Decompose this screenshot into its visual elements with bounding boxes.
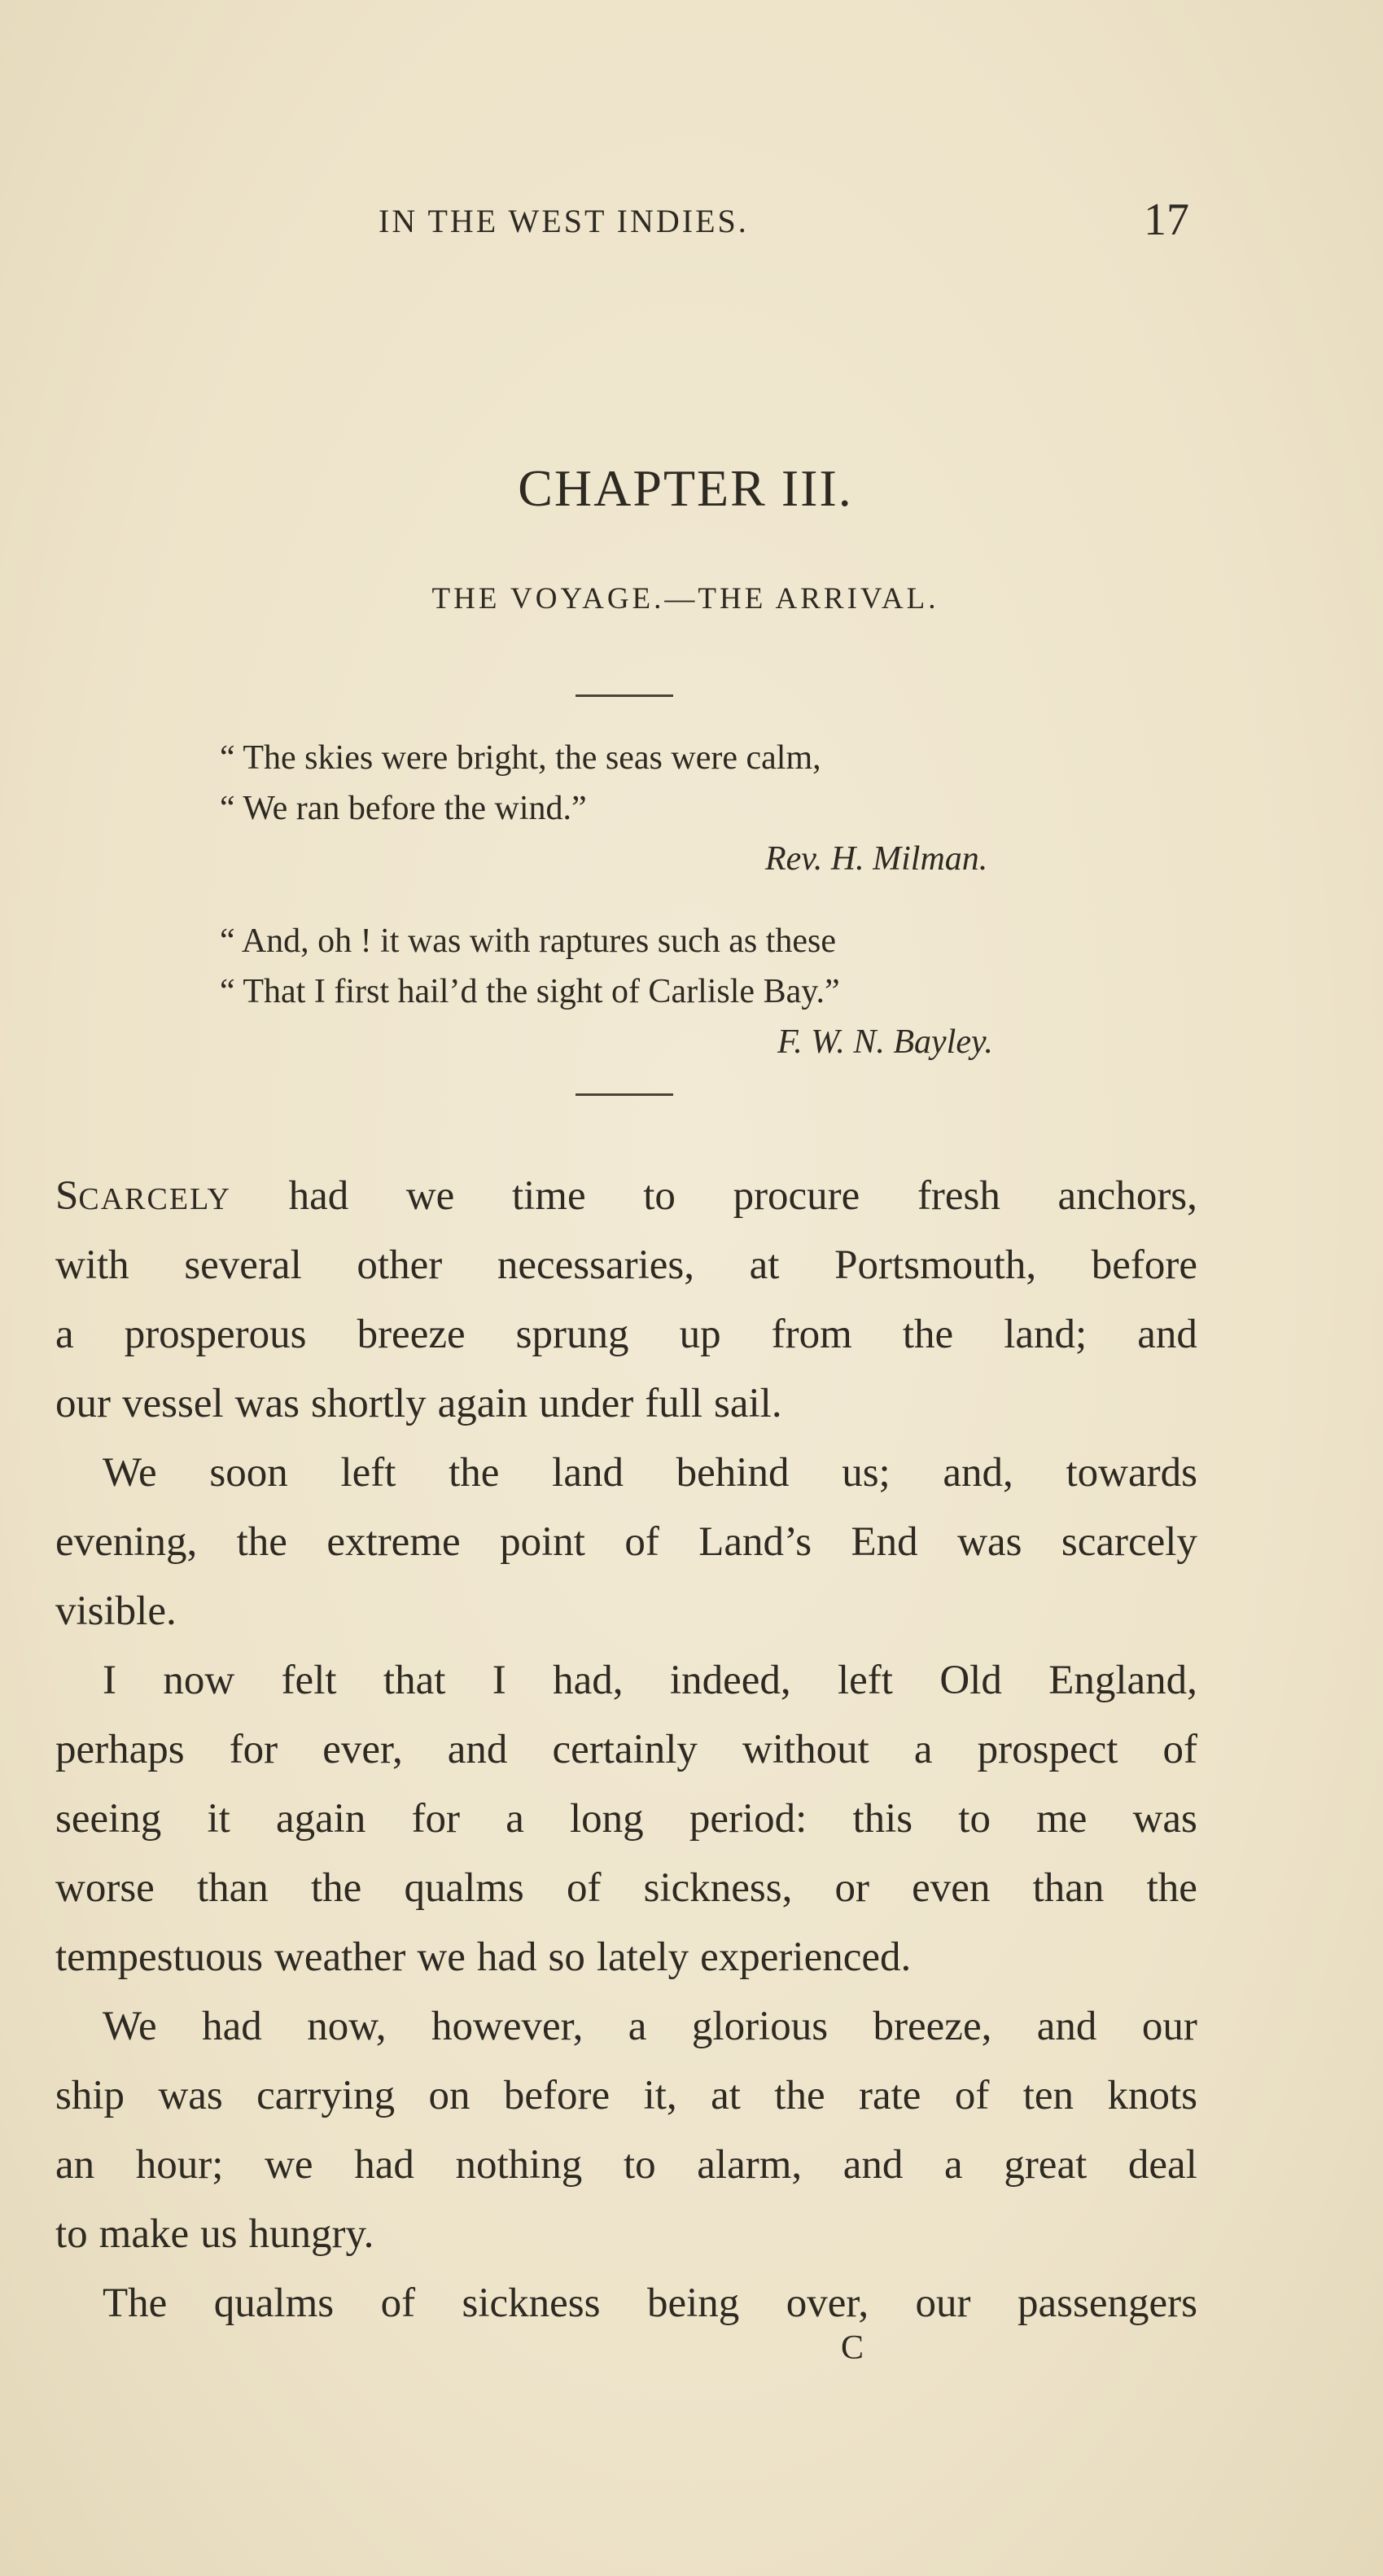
word: passengers	[1018, 2280, 1197, 2326]
word: than	[1032, 1865, 1105, 1911]
word: make	[98, 2211, 190, 2257]
word: our	[55, 1381, 111, 1426]
body-line	[55, 1508, 1197, 1577]
word: of	[954, 2073, 990, 2118]
word: behind	[676, 1450, 790, 1496]
word: a	[944, 2142, 963, 2188]
word: vessel	[121, 1381, 224, 1426]
word: under	[539, 1381, 634, 1426]
word: a	[505, 1796, 524, 1842]
word: the	[774, 2073, 825, 2118]
word: was	[1132, 1796, 1197, 1842]
word: the	[1146, 1865, 1197, 1911]
word: was	[234, 1381, 300, 1426]
chapter-subtitle: THE VOYAGE.—THE ARRIVAL.	[431, 582, 939, 616]
word: experienced.	[700, 1934, 912, 1980]
running-title: IN THE WEST INDIES.	[379, 203, 749, 239]
word: with	[55, 1242, 129, 1288]
word: left	[340, 1450, 396, 1496]
body-text	[55, 1162, 1197, 2338]
word: our	[1141, 2004, 1197, 2049]
epigraph-1	[220, 733, 1131, 884]
word: prosperous	[124, 1312, 307, 1357]
word: than	[196, 1865, 269, 1911]
word: visible.	[55, 1588, 177, 1634]
word: and	[447, 1727, 508, 1772]
word: worse	[55, 1865, 155, 1911]
word: breeze,	[873, 2004, 992, 2049]
word: point	[500, 1519, 585, 1565]
word: glorious	[691, 2004, 829, 2049]
word: over,	[786, 2280, 869, 2326]
body-line	[55, 1785, 1197, 1854]
word: a	[628, 2004, 647, 2049]
word: the	[310, 1865, 362, 1911]
word: an	[55, 2142, 95, 2188]
body-line	[55, 1162, 1197, 1231]
word: indeed,	[669, 1658, 791, 1703]
word: scarcely	[1061, 1519, 1197, 1565]
word: had	[288, 1173, 349, 1219]
body-line	[55, 1577, 1197, 1646]
word: weather	[274, 1934, 406, 1980]
word: so	[548, 1934, 585, 1980]
word: time	[511, 1173, 586, 1219]
word: ship	[55, 2073, 125, 2118]
body-line	[55, 2200, 1197, 2269]
word: for	[411, 1796, 461, 1842]
word: we	[405, 1173, 455, 1219]
word: of	[1162, 1727, 1197, 1772]
word: alarm,	[697, 2142, 803, 2188]
word: certainly	[552, 1727, 698, 1772]
epigraph-2	[220, 916, 1131, 1067]
word: qualms	[213, 2280, 335, 2326]
word: or	[834, 1865, 869, 1911]
word: England,	[1048, 1658, 1197, 1703]
word: up	[679, 1312, 721, 1357]
word: ten	[1022, 2073, 1074, 2118]
word: this	[852, 1796, 913, 1842]
body-line	[55, 2061, 1197, 2131]
word: that	[383, 1658, 446, 1703]
epigraph-attribution: F. W. N. Bayley.	[777, 1023, 993, 1061]
epigraph-attribution: Rev. H. Milman.	[765, 840, 988, 878]
word: had	[354, 2142, 414, 2188]
word: hungry.	[248, 2211, 374, 2257]
word: sail.	[714, 1381, 782, 1426]
divider-rule-top	[576, 694, 673, 697]
epigraph-line: “ That I first hail’d the sight of Carlisle Bay.”	[220, 973, 840, 1010]
word: on	[428, 2073, 470, 2118]
word: period:	[689, 1796, 807, 1842]
word: at	[749, 1242, 780, 1288]
word: and	[1036, 2004, 1097, 2049]
word: again	[275, 1796, 366, 1842]
word: hour;	[135, 2142, 224, 2188]
word: and,	[943, 1450, 1013, 1496]
word: it	[207, 1796, 230, 1842]
word: Old	[939, 1658, 1002, 1703]
word: We	[103, 2004, 157, 2049]
word: being	[646, 2280, 740, 2326]
word: tempestuous	[55, 1934, 263, 1980]
body-line	[55, 1231, 1197, 1300]
word: necessaries,	[497, 1242, 694, 1288]
word: rate	[859, 2073, 921, 2118]
word: of	[566, 1865, 602, 1911]
word: we	[417, 1934, 466, 1980]
small-caps-opening-word: SCARCELY	[55, 1173, 231, 1219]
word: even	[912, 1865, 991, 1911]
body-line	[55, 1439, 1197, 1508]
chapter-title: CHAPTER III.	[518, 459, 853, 517]
word: me	[1036, 1796, 1088, 1842]
word: breeze	[357, 1312, 466, 1357]
word: and	[842, 2142, 904, 2188]
word: to	[958, 1796, 991, 1842]
word: perhaps	[55, 1727, 185, 1772]
word: the	[449, 1450, 500, 1496]
word: we	[265, 2142, 313, 2188]
epigraph-line: “ We ran before the wind.”	[220, 790, 587, 827]
word: seeing	[55, 1796, 162, 1842]
word: anchors,	[1057, 1173, 1197, 1219]
word: to	[623, 2142, 656, 2188]
word: of	[380, 2280, 416, 2326]
word: before	[503, 2073, 611, 2118]
epigraph-line: “ The skies were bright, the seas were calm,	[220, 739, 821, 777]
epigraph-line: “ And, oh ! it was with raptures such as these	[220, 922, 837, 960]
word: had	[202, 2004, 262, 2049]
word: felt	[281, 1658, 337, 1703]
page-number: 17	[1144, 195, 1189, 245]
word: the	[902, 1312, 954, 1357]
word: however,	[431, 2004, 584, 2049]
word: had,	[553, 1658, 624, 1703]
word: procure	[733, 1173, 860, 1219]
word: was	[158, 2073, 223, 2118]
word: extreme	[326, 1519, 461, 1565]
word: for	[229, 1727, 278, 1772]
word: nothing	[455, 2142, 583, 2188]
word: several	[184, 1242, 302, 1288]
signature-mark: C	[841, 2329, 864, 2367]
word: a	[55, 1312, 74, 1357]
word: carrying	[256, 2073, 396, 2118]
word: without	[742, 1727, 869, 1772]
word: soon	[209, 1450, 288, 1496]
word: now	[163, 1658, 235, 1703]
word: other	[357, 1242, 443, 1288]
word: long	[569, 1796, 644, 1842]
word: qualms	[404, 1865, 524, 1911]
word: sickness	[462, 2280, 601, 2326]
word: The	[103, 2280, 168, 2326]
word: was	[957, 1519, 1022, 1565]
word: Land’s	[698, 1519, 812, 1565]
word: I	[103, 1658, 116, 1703]
word: now,	[307, 2004, 387, 2049]
running-head	[0, 194, 1383, 251]
word: great	[1004, 2142, 1088, 2188]
body-line	[55, 1369, 1197, 1439]
body-line	[55, 1854, 1197, 1923]
body-line	[55, 2131, 1197, 2200]
word: End	[851, 1519, 918, 1565]
word: left	[837, 1658, 893, 1703]
body-line	[55, 1923, 1197, 1992]
word: ever,	[322, 1727, 403, 1772]
word: at	[711, 2073, 741, 2118]
word: knots	[1107, 2073, 1197, 2118]
word: before	[1091, 1242, 1197, 1288]
word: deal	[1127, 2142, 1197, 2188]
word: and	[1137, 1312, 1197, 1357]
word: to	[643, 1173, 676, 1219]
word: from	[771, 1312, 852, 1357]
word: sprung	[515, 1312, 629, 1357]
word: of	[624, 1519, 659, 1565]
word: the	[236, 1519, 287, 1565]
word: our	[915, 2280, 971, 2326]
word: again	[437, 1381, 528, 1426]
word: us	[200, 2211, 238, 2257]
word: full	[645, 1381, 703, 1426]
word: a	[913, 1727, 933, 1772]
word: to	[55, 2211, 88, 2257]
word: it,	[643, 2073, 677, 2118]
word: towards	[1066, 1450, 1197, 1496]
word: lately	[596, 1934, 689, 1980]
word: prospect	[977, 1727, 1118, 1772]
body-line	[55, 1992, 1197, 2061]
word: us;	[842, 1450, 891, 1496]
word: had	[476, 1934, 537, 1980]
divider-rule-bottom	[576, 1093, 673, 1096]
word: We	[103, 1450, 157, 1496]
word: evening,	[55, 1519, 198, 1565]
body-line	[55, 1300, 1197, 1369]
body-line	[55, 1715, 1197, 1785]
word: land;	[1004, 1312, 1088, 1357]
body-line	[55, 1646, 1197, 1715]
word: land	[552, 1450, 624, 1496]
body-line	[55, 2269, 1197, 2338]
word: sickness,	[643, 1865, 793, 1911]
word: Portsmouth,	[834, 1242, 1037, 1288]
word: fresh	[917, 1173, 1000, 1219]
word: I	[492, 1658, 506, 1703]
word: shortly	[310, 1381, 427, 1426]
